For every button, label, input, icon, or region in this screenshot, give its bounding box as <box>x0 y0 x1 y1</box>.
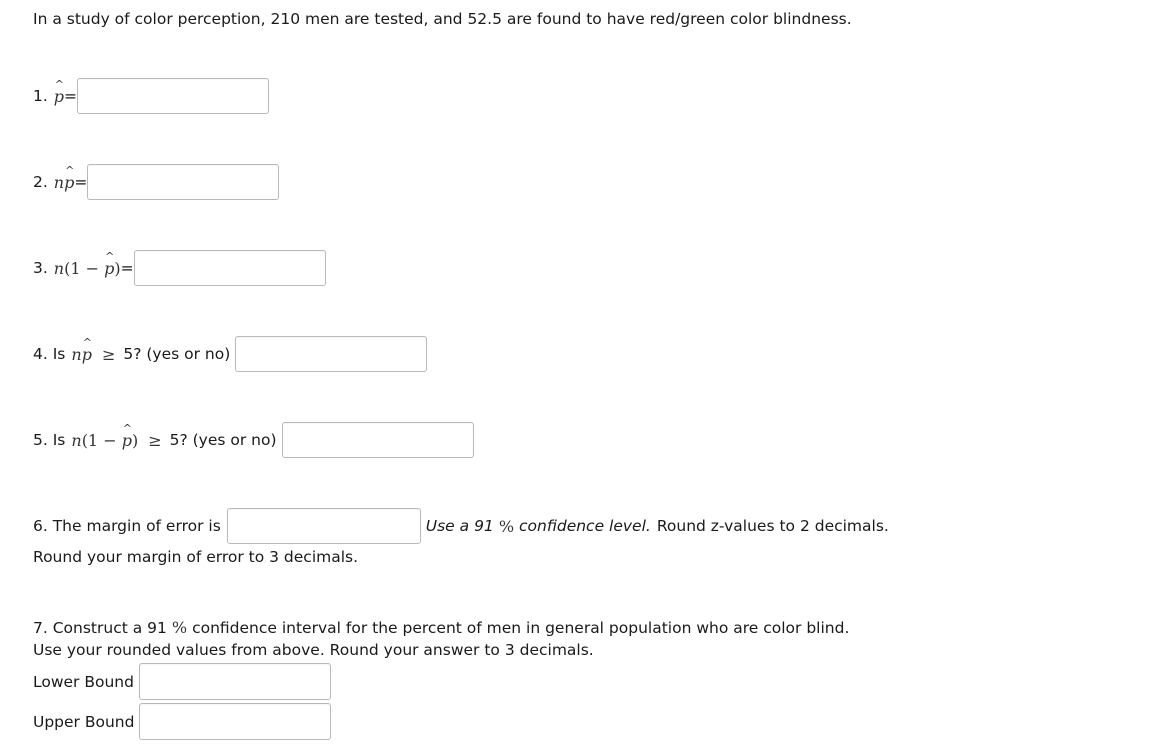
q1-answer-input[interactable] <box>77 78 269 114</box>
q6-hint-prefix: Use a 91 <box>425 517 494 535</box>
q2-answer-input[interactable] <box>87 164 279 200</box>
q4-n-p-hat: n^ p <box>71 345 92 364</box>
q3-answer-input[interactable] <box>134 250 326 286</box>
question-5 <box>33 422 474 458</box>
q3-equals: = <box>120 259 134 277</box>
q6-label: 6. The margin of error is <box>33 517 221 535</box>
question-6 <box>33 508 889 544</box>
q7-line1-prefix: 7. Construct a 91 <box>33 618 167 637</box>
question-7-line-2 <box>33 641 594 659</box>
q3-n-one-minus-p-hat: n(1 − ^ p) <box>54 259 121 278</box>
lower-bound-row <box>33 663 331 700</box>
q4-prefix: 4. Is <box>33 345 66 363</box>
question-4 <box>33 336 427 372</box>
upper-bound-input[interactable] <box>139 703 331 740</box>
question-1 <box>33 78 269 114</box>
question-6-note <box>33 548 358 566</box>
q5-geq-symbol: ≥ <box>148 430 162 450</box>
q7-line2: Use your rounded values from above. Round your answer to 3 decimals. <box>33 641 594 659</box>
q1-number: 1. <box>33 87 48 105</box>
q6-hint-round: Round z-values to 2 decimals. <box>656 517 889 535</box>
q6-hint-suffix: confidence level. <box>519 517 651 535</box>
upper-bound-row <box>33 703 331 740</box>
q6-note: Round your margin of error to 3 decimals. <box>33 548 359 566</box>
q5-tail: 5? (yes or no) <box>169 431 277 449</box>
q4-tail: 5? (yes or no) <box>123 345 231 363</box>
question-2 <box>33 164 279 200</box>
q7-percent-symbol: % <box>171 618 188 637</box>
q6-margin-of-error-input[interactable] <box>227 508 421 544</box>
q5-n-one-minus-p-hat: n(1 − ^ p) <box>71 431 138 450</box>
q1-p-hat: ^ p <box>54 87 64 106</box>
lower-bound-label: Lower Bound <box>33 672 134 691</box>
q6-percent-symbol: % <box>498 516 515 536</box>
q3-number: 3. <box>33 259 48 277</box>
q4-answer-input[interactable] <box>235 336 427 372</box>
question-7-line-1 <box>33 618 849 637</box>
q7-line1-suffix: confidence interval for the percent of men in general population who are color blind. <box>192 618 850 637</box>
q1-equals: = <box>64 87 78 105</box>
q2-n-p-hat: n^ p <box>54 173 75 192</box>
lower-bound-input[interactable] <box>139 663 331 700</box>
intro-text: In a study of color perception, 210 men are tested, and 52.5 are found to have red/green color blindness. <box>33 10 852 28</box>
problem-statement <box>33 10 852 28</box>
q4-geq-symbol: ≥ <box>101 344 116 364</box>
q5-prefix: 5. Is <box>33 431 66 449</box>
question-3 <box>33 250 326 286</box>
q2-equals: = <box>74 173 88 191</box>
q2-number: 2. <box>33 173 48 191</box>
upper-bound-label: Upper Bound <box>33 712 135 731</box>
q5-answer-input[interactable] <box>282 422 474 458</box>
